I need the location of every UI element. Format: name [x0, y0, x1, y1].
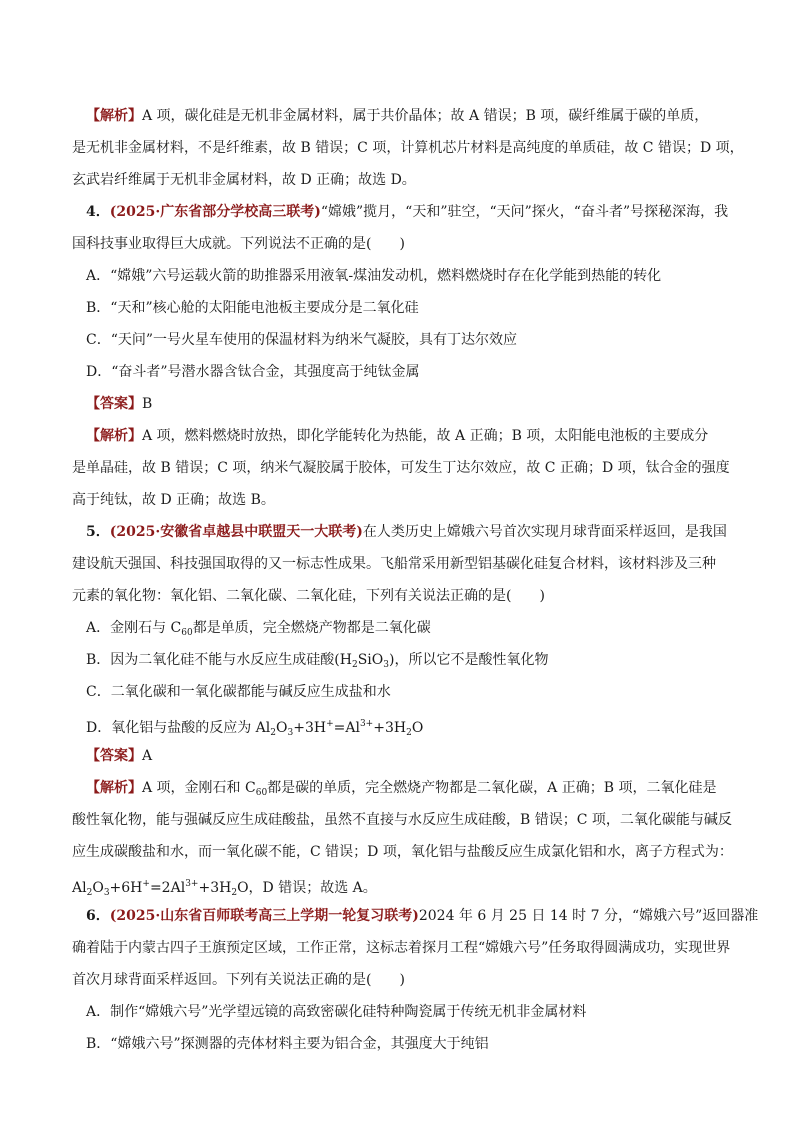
- subscript: 3: [287, 728, 294, 738]
- option-text: =Al: [333, 720, 360, 736]
- subscript: 3: [383, 660, 389, 670]
- analysis-text: A 项，金刚石和 C: [142, 780, 256, 796]
- q6-option-a: A．制作“嫦娥六号”光学望远镜的高致密碳化硅特种陶瓷属于传统无机非金属材料: [86, 1004, 587, 1020]
- q3-analysis-line-3: 玄武岩纤维属于无机非金属材料，故 D 正确；故选 D。: [72, 172, 416, 188]
- q5-option-b: [72, 644, 732, 676]
- q4-option-b: B．“天和”核心舱的太阳能电池板主要成分是二氧化硅: [86, 300, 419, 316]
- analysis-text: =2Al: [149, 880, 186, 896]
- question-number: 6．: [86, 908, 110, 924]
- question-source: (2025·安徽省卓越县中联盟天一大联考): [109, 524, 363, 540]
- analysis-tag: 【解析】: [86, 428, 142, 444]
- analysis-text: +3H: [198, 880, 232, 896]
- q4-option-a: A．“嫦娥”六号运载火箭的助推器采用液氧-煤油发动机，燃料燃烧时存在化学能到热能的转化: [86, 268, 662, 284]
- question-number: 5．: [86, 524, 110, 540]
- q5-option-a: [72, 612, 732, 644]
- q4-stem-line-1: [72, 196, 732, 228]
- q5-option-c: C．二氧化碳和一氧化碳都能与碱反应生成盐和水: [86, 684, 391, 700]
- subscript: 2: [86, 888, 93, 898]
- subscript: 60: [255, 788, 268, 798]
- option-text: +3H: [373, 720, 407, 736]
- q4-option-c: C．“天问”一号火星车使用的保温材料为纳米气凝胶，具有丁达尔效应: [86, 332, 518, 348]
- option-text: O: [411, 720, 424, 736]
- q5-stem-line-2: 建设航天强国、科技强国取得的又一标志性成果。飞船常采用新型铝基碳化硅复合材料，该材料涉及三种: [72, 556, 716, 572]
- option-text: O: [276, 720, 288, 736]
- q3-analysis-line-2: 是无机非金属材料，不是纤维素，故 B 错误；C 项，计算机芯片材料是高纯度的单质硅，故 C 错误；D 项，: [72, 140, 744, 156]
- q4-option-d: D．“奋斗者”号潜水器含钛合金，其强度高于纯钛金属: [86, 364, 420, 380]
- analysis-text: Al: [72, 880, 87, 896]
- q4-analysis-line-2: 是单晶硅，故 B 错误；C 项，纳米气凝胶属于胶体，可发生丁达尔效应，故 C 正确；D 项，钛合金的强度: [72, 460, 730, 476]
- subscript: 2: [270, 728, 276, 738]
- superscript: +: [326, 719, 334, 729]
- question-stem: 在人类历史上嫦娥六号首次实现月球背面采样返回，是我国: [362, 524, 727, 540]
- subscript: 3: [103, 888, 110, 898]
- q4-analysis-line-3: 高于纯钛，故 D 正确；故选 B。: [72, 492, 275, 508]
- option-text: )，所以它不是酸性氧化物: [388, 652, 549, 668]
- answer-tag: 【答案】: [86, 396, 142, 412]
- q4-analysis-line-1: [72, 420, 732, 452]
- question-stem: 2024 年 6 月 25 日 14 时 7 分，“嫦娥六号”返回器准: [418, 908, 759, 924]
- option-text: D．氧化铝与盐酸的反应为 Al: [86, 720, 271, 736]
- analysis-text: A 项，燃料燃烧时放热，即化学能转化为热能，故 A 正确；B 项，太阳能电池板的主要成分: [142, 428, 709, 444]
- answer-value: B: [142, 396, 153, 412]
- analysis-text: O，D 错误；故选 A。: [237, 880, 377, 896]
- q6-stem-line-1: [72, 900, 759, 932]
- q3-analysis-line-1: [72, 100, 732, 132]
- q5-analysis-line-3: 应生成碳酸盐和水，而一氧化碳不能，C 错误；D 项，氧化铝与盐酸反应生成氯化铝和水，离子方程式为：: [72, 844, 733, 860]
- option-text: +3H: [293, 720, 327, 736]
- q6-option-b: B．“嫦娥六号”探测器的壳体材料主要为铝合金，其强度大于纯铝: [86, 1036, 489, 1052]
- q6-stem-line-3: 首次月球背面采样返回。下列有关说法正确的是( ): [72, 972, 405, 988]
- answer-tag: 【答案】: [86, 748, 142, 764]
- option-text: 都是单质，完全燃烧产物都是二氧化碳: [192, 620, 431, 636]
- analysis-text: 都是碳的单质，完全燃烧产物都是二氧化碳，A 正确；B 项，二氧化硅是: [267, 780, 717, 796]
- superscript: 3+: [185, 879, 199, 889]
- analysis-tag: 【解析】: [86, 780, 142, 796]
- question-stem: “嫦娥”揽月，“天和”驻空，“天问”探火，“奋斗者”号探秘深海，我: [320, 204, 729, 220]
- question-source: (2025·山东省百师联考高三上学期一轮复习联考): [109, 908, 419, 924]
- q4-stem-line-2: 国科技事业取得巨大成就。下列说法不正确的是( ): [72, 236, 405, 252]
- document-content: [72, 100, 759, 1060]
- q5-stem-line-1: [72, 516, 732, 548]
- q6-stem-line-2: 确着陆于内蒙古四子王旗预定区域，工作正常，这标志着探月工程“嫦娥六号”任务取得圆满成功，实现世界: [72, 940, 731, 956]
- q5-analysis-line-4: [72, 868, 732, 900]
- option-text: SiO: [357, 652, 384, 668]
- q5-stem-line-3: 元素的氧化物：氧化铝、二氧化碳、二氧化硅，下列有关说法正确的是( ): [72, 588, 545, 604]
- q5-answer: [72, 740, 732, 772]
- q5-option-d: [72, 708, 732, 740]
- question-number: 4．: [86, 204, 110, 220]
- subscript: 2: [231, 888, 238, 898]
- option-text: B．因为二氧化硅不能与水反应生成硅酸(H: [86, 652, 352, 668]
- option-text: A．金刚石与 C: [86, 620, 182, 636]
- answer-value: A: [142, 748, 153, 764]
- analysis-text: O: [92, 880, 104, 896]
- analysis-text: +6H: [109, 880, 143, 896]
- subscript: 2: [351, 660, 358, 670]
- subscript: 2: [406, 728, 412, 738]
- analysis-tag: 【解析】: [86, 108, 142, 124]
- q5-analysis-line-2: 酸性氧化物，能与强碱反应生成硅酸盐，虽然不直接与水反应生成硅酸，B 错误；C 项，二氧化碳能与碱反: [72, 812, 732, 828]
- superscript: 3+: [359, 719, 374, 729]
- q4-answer: [72, 388, 732, 420]
- subscript: 60: [181, 628, 193, 638]
- q5-analysis-line-1: [72, 772, 732, 804]
- question-source: (2025·广东省部分学校高三联考): [109, 204, 321, 220]
- superscript: +: [142, 879, 150, 889]
- analysis-text: A 项，碳化硅是无机非金属材料，属于共价晶体；故 A 错误；B 项，碳纤维属于碳的单质，: [142, 108, 709, 124]
